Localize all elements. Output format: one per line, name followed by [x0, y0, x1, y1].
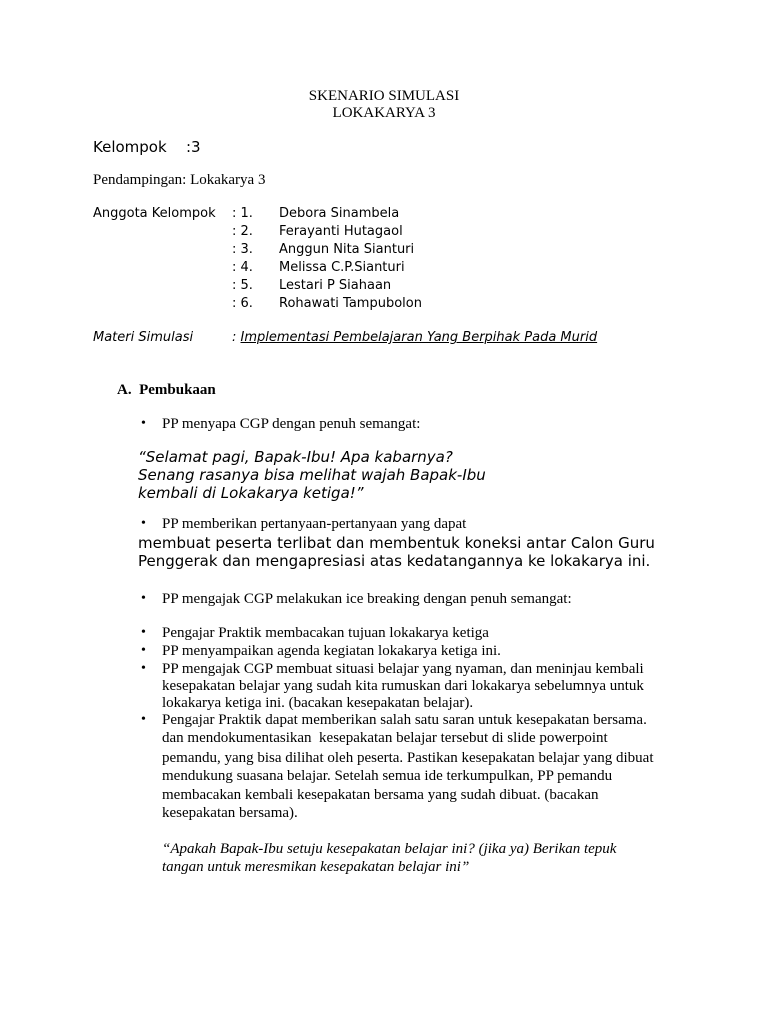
bullet-icon: •	[141, 712, 146, 727]
section-heading: A. Pembukaan	[117, 382, 216, 398]
bullet-text-situasi: PP mengajak CGP membuat situasi belajar yang nyaman, dan meninjau kembali	[162, 661, 644, 677]
member-number: : 1.	[232, 206, 253, 221]
bullet-text-greeting: PP menyapa CGP dengan penuh semangat:	[162, 416, 421, 432]
materi-value: Implementasi Pembelajaran Yang Berpihak Pada Murid	[240, 330, 598, 345]
pendampingan-line: Pendampingan: Lokakarya 3	[93, 172, 266, 188]
bullet-text-questions-cont: membuat peserta terlibat dan membentuk koneksi antar Calon Guru	[138, 534, 655, 552]
member-number: : 5.	[232, 278, 253, 293]
bullet-text-saran-cont: mendukung suasana belajar. Setelah semua ide terkumpulkan, PP pemandu	[162, 768, 613, 784]
materi-label: Materi Simulasi	[93, 330, 194, 345]
greeting-quote-line: kembali di Lokakarya ketiga!”	[138, 484, 364, 502]
kesepakatan-quote-line: “Apakah Bapak-Ibu setuju kesepakatan belajar ini? (jika ya) Berikan tepuk	[162, 841, 617, 857]
member-number: : 2.	[232, 224, 253, 239]
member-number: : 3.	[232, 242, 253, 257]
bullet-text-situasi-cont: lokakarya ketiga ini. (bacakan kesepakatan belajar).	[162, 695, 474, 711]
member-name: Ferayanti Hutagaol	[279, 224, 403, 239]
bullet-icon: •	[141, 591, 146, 606]
greeting-quote-line: “Selamat pagi, Bapak-Ibu! Apa kabarnya?	[138, 448, 453, 466]
bullet-text-saran-cont: kesepakatan bersama).	[162, 805, 298, 821]
member-number: : 6.	[232, 296, 253, 311]
bullet-icon: •	[141, 643, 146, 658]
document-title-line2: LOKAKARYA 3	[332, 105, 436, 121]
member-name: Rohawati Tampubolon	[279, 296, 422, 311]
member-name: Debora Sinambela	[279, 206, 400, 221]
bullet-text-saran-cont: dan mendokumentasikan kesepakatan belajar tersebut di slide powerpoint	[162, 730, 608, 746]
member-name: Lestari P Siahaan	[279, 278, 392, 293]
bullet-icon: •	[141, 516, 146, 531]
bullet-text-situasi-cont: kesepakatan belajar yang sudah kita rumuskan dari lokakarya sebelumnya untuk	[162, 678, 644, 694]
bullet-text-agenda: PP menyampaikan agenda kegiatan lokakarya ketiga ini.	[162, 643, 501, 659]
materi-colon: :	[232, 330, 241, 345]
member-name: Melissa C.P.Sianturi	[279, 260, 405, 275]
member-name: Anggun Nita Sianturi	[279, 242, 415, 257]
bullet-text-saran: Pengajar Praktik dapat memberikan salah satu saran untuk kesepakatan bersama.	[162, 712, 647, 728]
bullet-icon: •	[141, 661, 146, 676]
kesepakatan-quote-line: tangan untuk meresmikan kesepakatan belajar ini”	[162, 859, 470, 875]
member-number: : 4.	[232, 260, 253, 275]
kelompok-label: Kelompok	[93, 138, 167, 156]
bullet-icon: •	[141, 416, 146, 431]
bullet-text-questions-cont: Penggerak dan mengapresiasi atas kedatangannya ke lokakarya ini.	[138, 552, 651, 570]
bullet-text-icebreaking: PP mengajak CGP melakukan ice breaking dengan penuh semangat:	[162, 591, 572, 607]
bullet-text-saran-cont: pemandu, yang bisa dilihat oleh peserta. Pastikan kesepakatan belajar yang dibuat	[162, 750, 654, 766]
bullet-text-questions: PP memberikan pertanyaan-pertanyaan yang dapat	[162, 516, 467, 532]
bullet-text-saran-cont: membacakan kembali kesepakatan bersama yang sudah dibuat. (bacakan	[162, 787, 599, 803]
materi-line	[232, 330, 597, 345]
greeting-quote-line: Senang rasanya bisa melihat wajah Bapak-Ibu	[138, 466, 486, 484]
anggota-label: Anggota Kelompok	[93, 206, 216, 221]
document-title-line1: SKENARIO SIMULASI	[308, 88, 460, 104]
bullet-icon: •	[141, 625, 146, 640]
kelompok-value: :3	[186, 138, 201, 156]
bullet-text-tujuan: Pengajar Praktik membacakan tujuan lokakarya ketiga	[162, 625, 489, 641]
